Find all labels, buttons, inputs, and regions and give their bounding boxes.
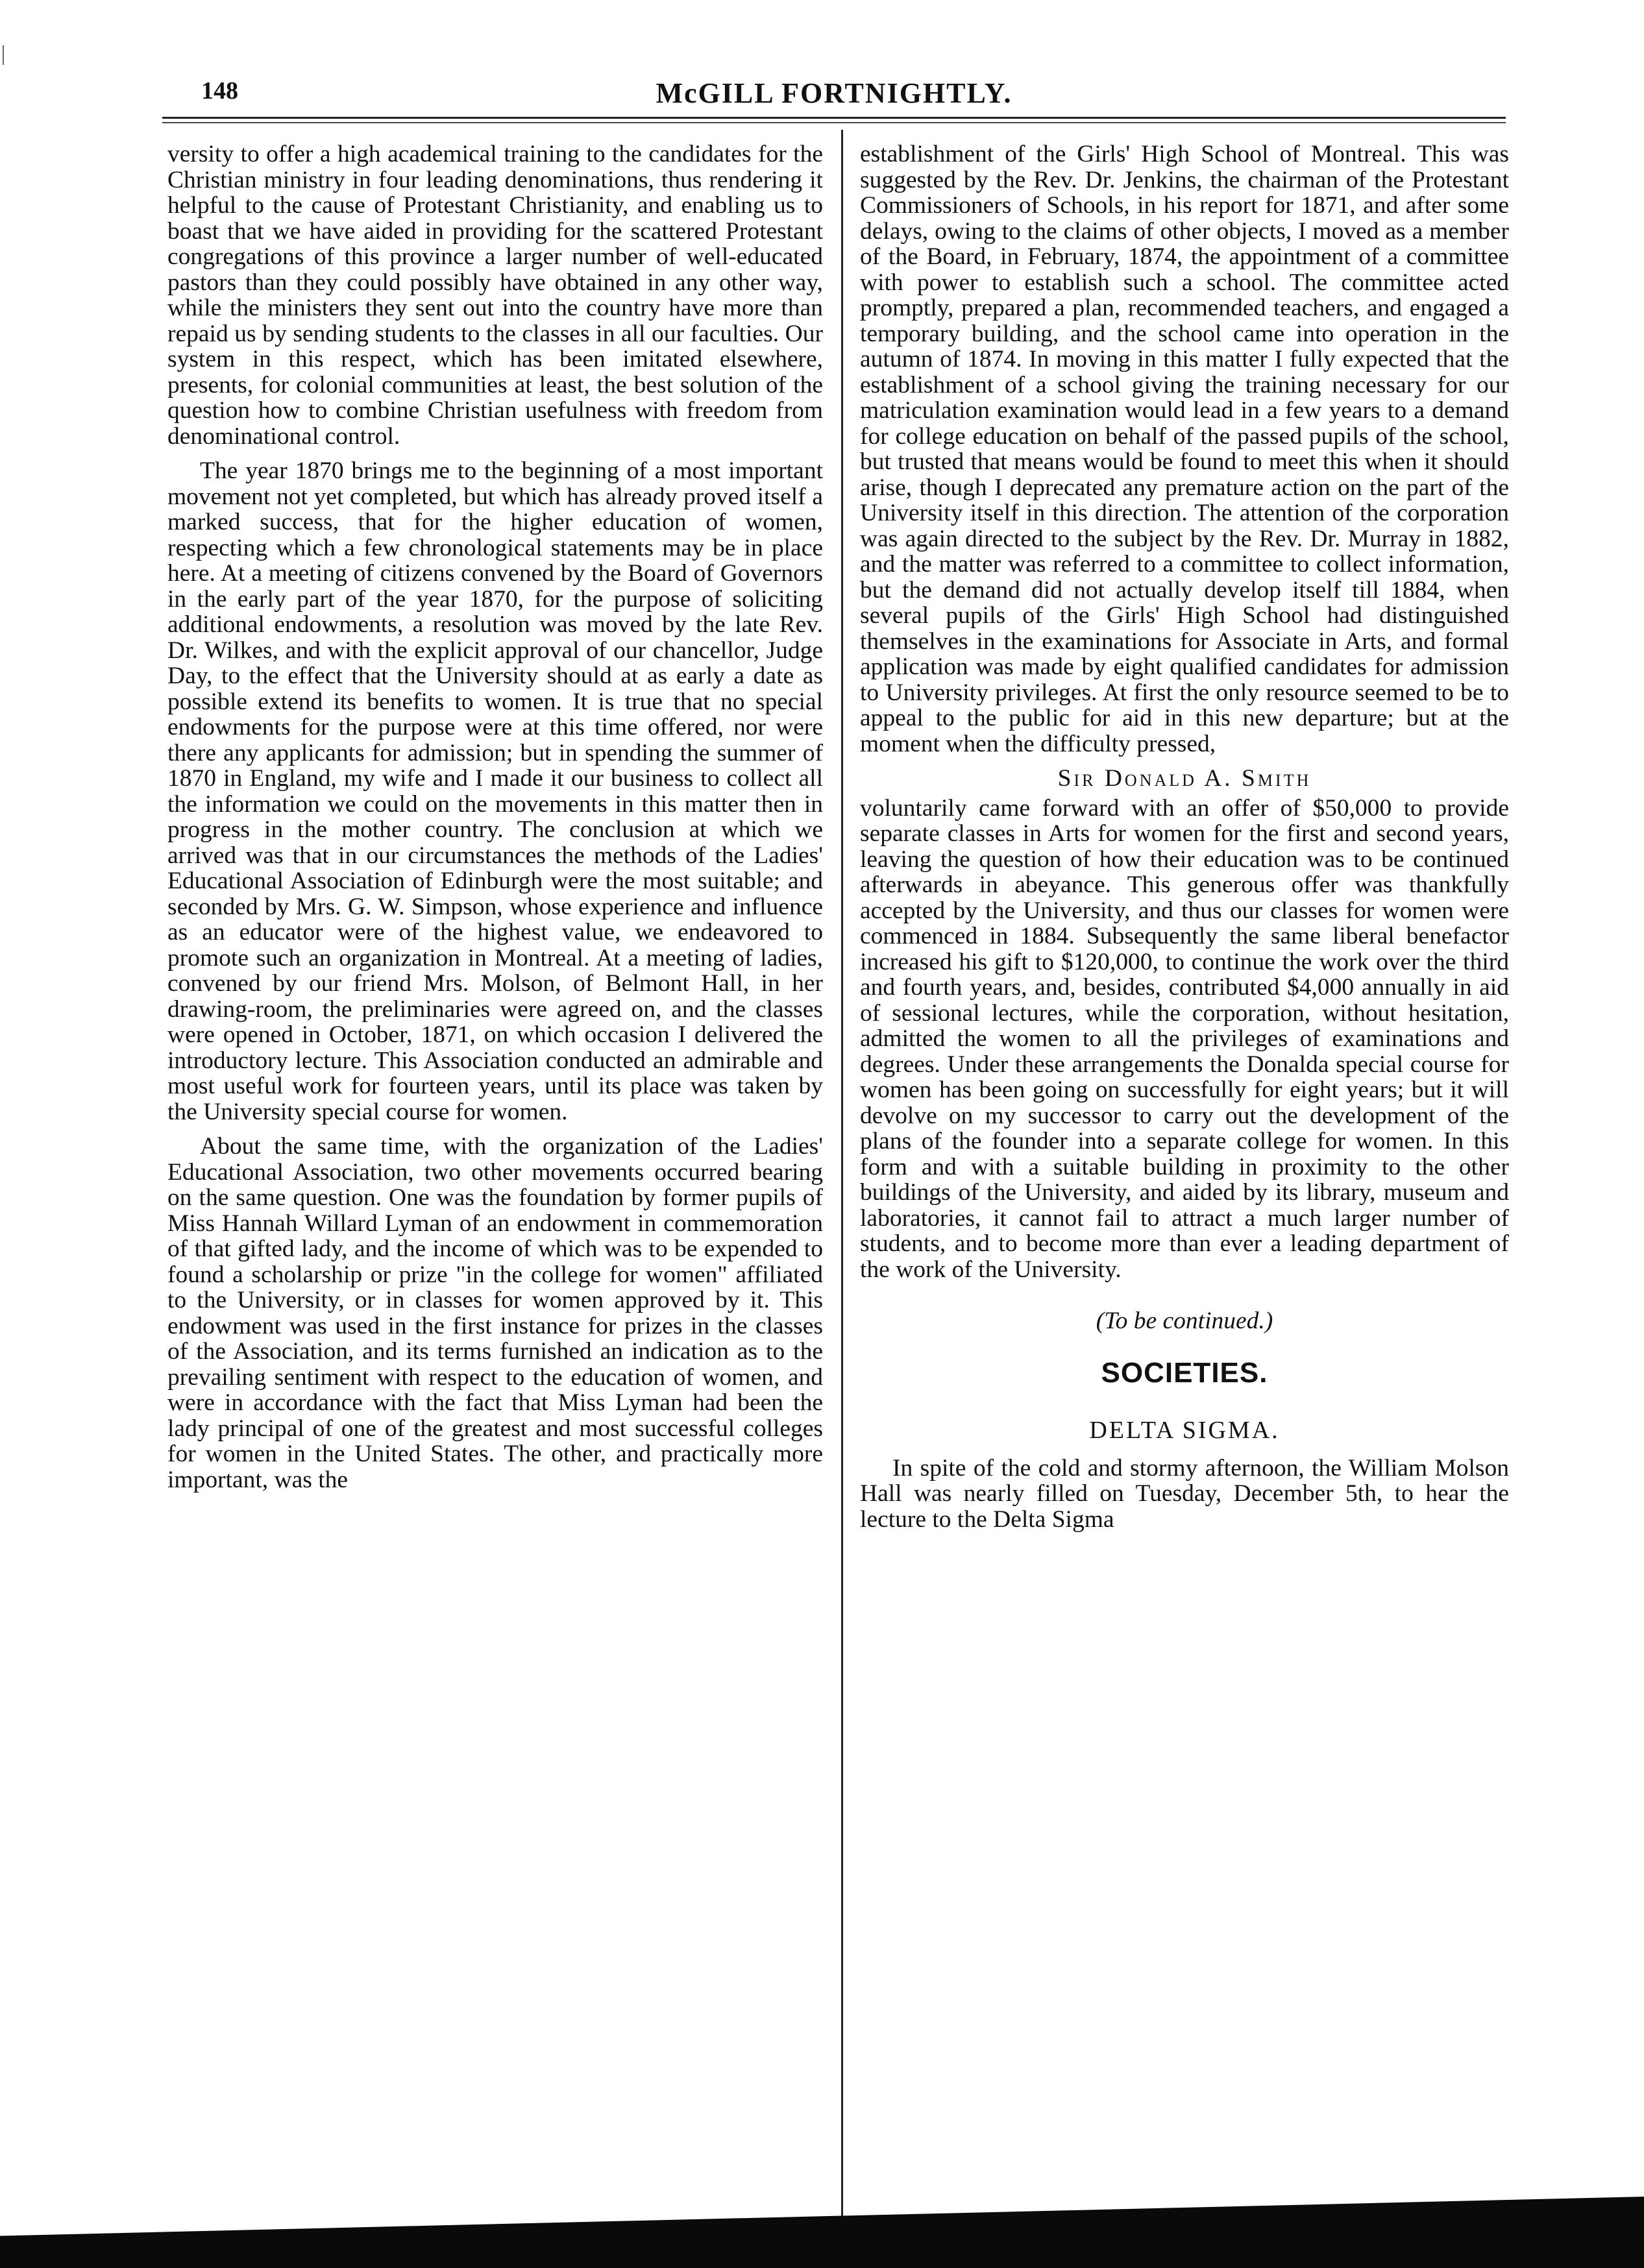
- benefactor-name: Sir Donald A. Smith: [1057, 765, 1312, 792]
- left-paragraph-2: The year 1870 brings me to the beginning of a most important movement not yet completed, but which has already proved itself a marked success, that for the higher education of women, respecting which a few chronological statements may be in place here. At a meeting of citizens convened by the Board of Governors in the early part of the year 1870, for the purpose of soliciting additional endowments, a resolution was moved by the late Rev. Dr. Wilkes, and with the explicit approval of our chancellor, Judge Day, to the effect that the University should at as early a date as possible extend its benefits to women. It is true that no special endowments for the purpose were at this time offered, nor were there any applicants for admission; but in spending the summer of 1870 in England, my wife and I made it our business to collect all the information we could on the movements in this matter then in progress in the mother country. The conclusion at which we arrived was that in our circumstances the methods of the Ladies' Educational Association of Edinburgh were the most suitable; and seconded by Mrs. G. W. Simpson, whose experience and influence as an educator were of the highest value, we endeavored to promote such an organization in Montreal. At a meeting of ladies, convened by our friend Mrs. Molson, of Belmont Hall, in her drawing-room, the preliminaries were agreed on, and the classes were opened in October, 1871, on which occasion I delivered the introductory lecture. This Association conducted an admirable and most useful work for fourteen years, until its place was taken by the University special course for women.: [167, 457, 823, 1125]
- right-paragraph-1: establishment of the Girls' High School of Montreal. This was suggested by the Rev. Dr. Jenkins, the chairman of the Protestant Commissioners of Schools, in his report for 1871, and after some delays, owing to the claims of other objects, I moved as a member of the Board, in February, 1874, the appointment of a committee with power to establish such a school. The committee acted promptly, prepared a plan, recommended teachers, and engaged a temporary building, and the school came into operation in the autumn of 1874. In moving in this matter I fully expected that the establishment of a school giving the training necessary for our matriculation examination would lead in a few years to a demand for college education on behalf of the passed pupils of the school, but trusted that means would be found to meet this when it should arise, though I deprecated any premature action on the part of the University itself in this direction. The attention of the corporation was again directed to the subject by the Rev. Dr. Murray in 1882, and the matter was referred to a committee to collect information, but the demand did not actually develop itself till 1884, when several pupils of the Girls' High School had distinguished themselves in the examinations for Associate in Arts, and formal application was made by eight qualified candidates for admission to University privileges. At first the only resource seemed to be to appeal to the public for aid in this new departure; but at the moment when the difficulty pressed,: [860, 141, 1509, 757]
- running-title: McGILL FORTNIGHTLY.: [656, 77, 1012, 109]
- right-column: [860, 141, 1509, 1541]
- scan-edge-shadow: [0, 2197, 1644, 2268]
- to-be-continued-note: (To be continued.): [1096, 1308, 1273, 1334]
- left-paragraph-1: versity to offer a high academical training to the candidates for the Christian ministry in four leading denominations, thus rendering it helpful to the cause of Protestant Christianity, and enabling us to boast that we have aided in providing for the scattered Protestant congregations of this province a larger number of well-educated pastors than they could possibly have obtained in any other way, while the ministers they sent out into the country have more than repaid us by sending students to the classes in all our faculties. Our system in this respect, which has been imitated elsewhere, presents, for colonial communities at least, the best solution of the question how to combine Christian usefulness with freedom from denominational control.: [167, 141, 823, 450]
- header-rule: [162, 117, 1506, 123]
- right-paragraph-3: In spite of the cold and stormy afternoon, the William Molson Hall was nearly filled on Tuesday, December 5th, to hear the lecture to the Delta Sigma: [860, 1454, 1509, 1533]
- right-paragraph-2: voluntarily came forward with an offer of $50,000 to provide separate classes in Arts for women for the first and second years, leaving the question of how their education was to be continued afterwards in abeyance. This generous offer was thankfully accepted by the University, and thus our classes for women were commenced in 1884. Subsequently the same liberal benefactor increased his gift to $120,000, to continue the work over the third and fourth years, and, besides, contributed $4,000 annually in aid of sessional lectures, while the corporation, without hesitation, admitted the women to all the privileges of examinations and degrees. Under these arrangements the Donalda special course for women has been going on successfully for eight years; but it will devolve on my successor to carry out the development of the plans of the founder into a separate college for women. In this form and with a suitable building in proximity to the other buildings of the University, and aided by its library, museum and laboratories, it cannot fail to attract a much larger number of students, and to become more than ever a leading department of the work of the University.: [860, 794, 1509, 1283]
- left-column: [167, 141, 823, 1502]
- page-header: [162, 70, 1506, 116]
- page-number: 148: [201, 77, 238, 104]
- subsection-title: DELTA SIGMA.: [1089, 1417, 1280, 1444]
- margin-mark: [3, 45, 4, 65]
- section-title: SOCIETIES.: [1101, 1356, 1268, 1389]
- column-divider: [841, 130, 843, 2219]
- left-paragraph-3: About the same time, with the organization of the Ladies' Educational Association, two other movements occurred bearing on the same question. One was the foundation by former pupils of Miss Hannah Willard Lyman of an endowment in commemoration of that gifted lady, and the income of which was to be expended to found a scholarship or prize "in the college for women" affiliated to the University, or in classes for women approved by it. This endowment was used in the first instance for prizes in the classes of the Association, and its terms furnished an indication as to the prevailing sentiment with respect to the education of women, and were in accordance with the fact that Miss Lyman had been the lady principal of one of the greatest and most successful colleges for women in the United States. The other, and practically more important, was the: [167, 1133, 823, 1493]
